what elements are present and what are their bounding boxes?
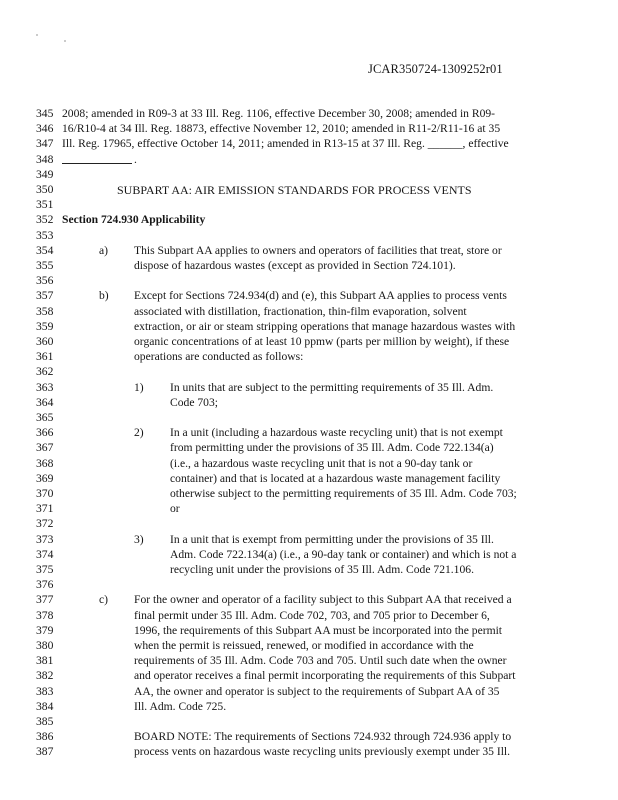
line-number: 380 (36, 639, 54, 652)
line-number: 350 (36, 183, 54, 196)
line-text: Ill. Adm. Code 725. (134, 699, 227, 713)
line-number: 354 (36, 243, 54, 257)
line-text: operations are conducted as follows: (134, 350, 304, 364)
line-number: 367 (36, 441, 54, 455)
line-number: 381 (36, 654, 54, 668)
line-text: In a unit that is exempt from permitting under the provisions of 35 Ill. (170, 532, 494, 546)
line-number: 358 (36, 304, 54, 318)
line-number: 363 (36, 380, 54, 394)
line-text: 16/R10-4 at 34 Ill. Reg. 18873, effective November 12, 2010; amended in R11-2/R11-16 at 35 (62, 122, 501, 136)
line-text: organic concentrations of at least 10 ppmw (parts per million by weight), if these (134, 335, 510, 348)
line-text: extraction, or air or steam stripping operations that manage hazardous wastes with (134, 319, 516, 333)
document-line-387 (36, 744, 596, 760)
document-line-361 (36, 349, 596, 365)
line-number: 383 (36, 684, 54, 698)
line-text: otherwise subject to the permitting requirements of 35 Ill. Adm. Code 703; (170, 487, 517, 500)
document-line-357 (36, 288, 596, 304)
line-number: 366 (36, 426, 54, 440)
line-number: 386 (36, 730, 54, 744)
line-number: 361 (36, 350, 54, 364)
document-line-365 (36, 410, 596, 426)
line-text: In units that are subject to the permitting requirements of 35 Ill. Adm. (170, 380, 494, 394)
line-number: 387 (36, 745, 54, 759)
document-line-380 (36, 638, 596, 654)
line-text: 1996, the requirements of this Subpart AA must be incorporated into the permit (134, 623, 503, 637)
item-label: c) (99, 593, 109, 607)
item-label: 3) (134, 532, 144, 546)
scan-speck (64, 40, 66, 42)
document-line-382 (36, 668, 596, 684)
line-number: 385 (36, 715, 54, 728)
document-line-362 (36, 364, 596, 380)
line-number: 357 (36, 289, 54, 303)
document-line-371 (36, 501, 596, 517)
subpart-heading: SUBPART AA: AIR EMISSION STANDARDS FOR PROCESS VENTS (117, 183, 472, 197)
item-label: 2) (134, 426, 144, 440)
line-text: Except for Sections 724.934(d) and (e), this Subpart AA applies to process vents (134, 289, 507, 303)
section-heading: Section 724.930 Applicability (62, 213, 206, 227)
document-line-348 (36, 152, 596, 168)
document-line-364 (36, 395, 596, 411)
document-id: JCAR350724-1309252r01 (368, 62, 503, 76)
line-text: process vents on hazardous waste recycling units previously exempt under 35 Ill. (134, 745, 511, 759)
line-number: 351 (36, 198, 54, 212)
line-number: 347 (36, 137, 54, 151)
line-text: associated with distillation, fractionation, thin-film evaporation, solvent (134, 304, 467, 318)
document-line-346 (36, 121, 596, 137)
document-line-374 (36, 547, 596, 563)
line-number: 355 (36, 259, 54, 272)
document-line-377 (36, 592, 596, 608)
item-label: a) (99, 243, 109, 257)
line-number: 378 (36, 608, 54, 622)
line-number: 346 (36, 122, 54, 136)
line-number: 370 (36, 487, 54, 500)
line-text: requirements of 35 Ill. Adm. Code 703 and 705. Until such date when the owner (134, 654, 507, 668)
line-number: 348 (36, 152, 54, 166)
line-text: Code 703; (170, 395, 218, 409)
scan-speck (36, 34, 38, 36)
line-number: 376 (36, 578, 54, 592)
line-text: AA, the owner and operator is subject to the requirements of Subpart AA of 35 (134, 684, 500, 698)
document-line-349 (36, 167, 596, 183)
document-line-359 (36, 319, 596, 335)
line-number: 373 (36, 532, 54, 546)
document-line-383 (36, 684, 596, 700)
line-number: 377 (36, 593, 54, 607)
document-line-351 (36, 197, 596, 213)
line-text: BOARD NOTE: The requirements of Sections 724.932 through 724.936 apply to (134, 730, 512, 744)
line-text: and operator receives a final permit incorporating the requirements of this Subpart (134, 669, 516, 683)
document-line-381 (36, 653, 596, 669)
document-line-352 (36, 212, 596, 228)
line-number: 372 (36, 517, 54, 531)
document-line-345 (36, 106, 596, 122)
line-number: 352 (36, 213, 54, 227)
document-line-369 (36, 471, 596, 487)
line-number: 374 (36, 547, 54, 561)
line-number: 379 (36, 623, 54, 637)
line-number: 371 (36, 502, 54, 516)
line-number: 375 (36, 563, 54, 576)
line-number: 349 (36, 167, 54, 181)
line-text: Ill. Reg. 17965, effective October 14, 2011; amended in R13-15 at 37 Ill. Reg. ______, effective (62, 137, 509, 151)
line-number: 382 (36, 669, 54, 683)
line-text: dispose of hazardous wastes (except as provided in Section 724.101). (134, 259, 456, 272)
document-line-353 (36, 228, 596, 244)
line-text: 2008; amended in R09-3 at 33 Ill. Reg. 1106, effective December 30, 2008; amended in R09- (62, 107, 496, 120)
line-text: This Subpart AA applies to owners and operators of facilities that treat, store or (134, 243, 502, 257)
line-text: when the permit is reissued, renewed, or modified in accordance with the (134, 639, 474, 652)
line-text: (i.e., a hazardous waste recycling unit that is not a 90-day tank or (170, 456, 473, 470)
document-line-384 (36, 699, 596, 715)
line-text: or (170, 502, 180, 516)
document-line-379 (36, 623, 596, 639)
document-line-366 (36, 425, 596, 441)
item-label: 1) (134, 380, 144, 394)
line-number: 345 (36, 107, 54, 120)
document-line-347 (36, 136, 596, 152)
document-line-363 (36, 380, 596, 396)
line-number: 365 (36, 411, 54, 424)
document-line-373 (36, 532, 596, 548)
document-line-350 (36, 182, 596, 198)
line-number: 356 (36, 274, 54, 288)
document-line-355 (36, 258, 596, 274)
document-line-354 (36, 243, 596, 259)
line-text: final permit under 35 Ill. Adm. Code 702, 703, and 705 prior to December 6, (134, 608, 490, 622)
line-text: . (134, 152, 137, 166)
document-line-376 (36, 577, 596, 593)
document-line-356 (36, 273, 596, 289)
line-number: 368 (36, 456, 54, 470)
document-line-378 (36, 608, 596, 624)
line-number: 364 (36, 395, 54, 409)
line-number: 353 (36, 228, 54, 242)
document-line-367 (36, 440, 596, 456)
item-label: b) (99, 289, 109, 303)
line-text: container) and that is located at a hazardous waste management facility (170, 471, 501, 485)
document-line-360 (36, 334, 596, 350)
document-line-375 (36, 562, 596, 578)
line-text: In a unit (including a hazardous waste recycling unit) that is not exempt (170, 426, 503, 440)
document-line-370 (36, 486, 596, 502)
line-text: Adm. Code 722.134(a) (i.e., a 90-day tank or container) and which is not a (170, 547, 517, 561)
line-number: 384 (36, 699, 54, 713)
line-text: For the owner and operator of a facility subject to this Subpart AA that received a (134, 593, 512, 607)
document-line-385 (36, 714, 596, 730)
line-number: 360 (36, 335, 54, 348)
line-number: 359 (36, 319, 54, 333)
line-text: from permitting under the provisions of 35 Ill. Adm. Code 722.134(a) (170, 441, 494, 455)
line-text: recycling unit under the provisions of 35 Ill. Adm. Code 721.106. (170, 563, 474, 576)
line-number: 362 (36, 365, 54, 379)
document-line-358 (36, 304, 596, 320)
blank-date-line (62, 152, 132, 164)
line-number: 369 (36, 471, 54, 485)
document-line-386 (36, 729, 596, 745)
document-line-368 (36, 456, 596, 472)
document-line-372 (36, 516, 596, 532)
